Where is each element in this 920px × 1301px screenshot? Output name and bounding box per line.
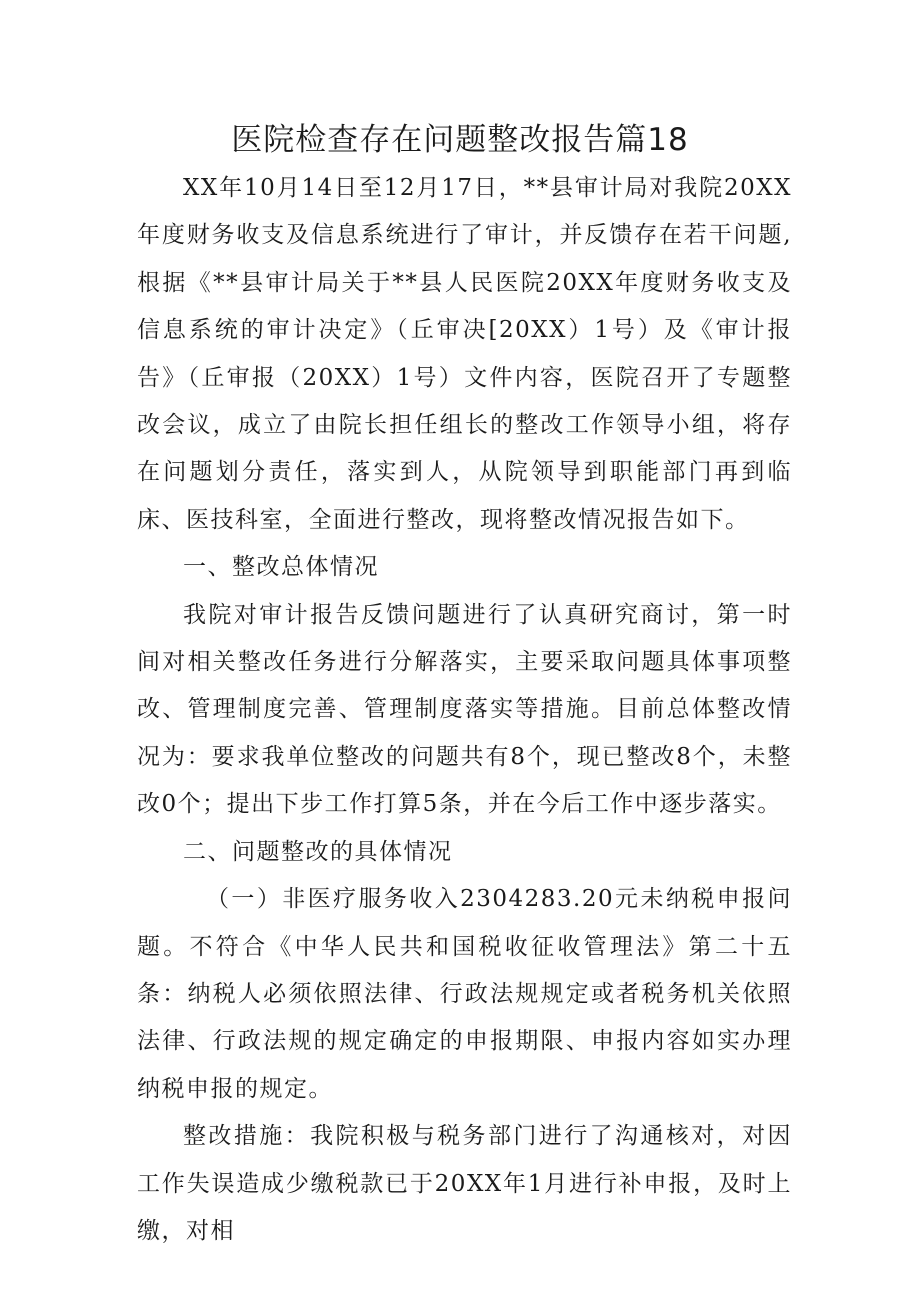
paragraph-issue-1: （一）非医疗服务收入2304283.20元未纳税申报问题。不符合《中华人民共和国税收征收管理法》第二十五条：纳税人必须依照法律、行政法规规定或者税务机关依照法律、行政法规的规定确定的申报期限、申报内容如实办理纳税申报的规定。 xyxy=(137,886,792,1102)
paragraph-overall: 我院对审计报告反馈问题进行了认真研究商讨，第一时间对相关整改任务进行分解落实，主要采取问题具体事项整改、管理制度完善、管理制度落实等措施。目前总体整改情况为：要求我单位整改的问题共有8个，现已整改8个，未整改0个；提出下步工作打算5条，并在今后工作中逐步落实。 xyxy=(137,601,792,818)
document-title: 医院检查存在问题整改报告篇18 xyxy=(231,122,689,158)
section-heading-details: 二、问题整改的具体情况 xyxy=(183,838,453,865)
paragraph-intro: XX年10月14日至12月17日，**县审计局对我院20XX年度财务收支及信息系统进行了审计，并反馈存在若干问题,根据《**县审计局关于**县人民医院20XX年度财务收支及信息系统的审计决定》（丘审决[20XX）1号）及《审计报告》（丘审报（20XX）1号）文件内容，医院召开了专题整改会议，成立了由院长担任组长的整改工作领导小组，将存在问题划分责任，落实到人，从院领导到职能部门再到临床、医技科室，全面进行整改，现将整改情况报告如下。 xyxy=(137,175,792,533)
section-heading-overall: 一、整改总体情况 xyxy=(183,554,379,581)
paragraph-measures: 整改措施：我院积极与税务部门进行了沟通核对，对因工作失误造成少缴税款已于20XX年1月进行补申报，及时上缴，对相 xyxy=(137,1123,792,1244)
document-body xyxy=(137,165,792,1255)
